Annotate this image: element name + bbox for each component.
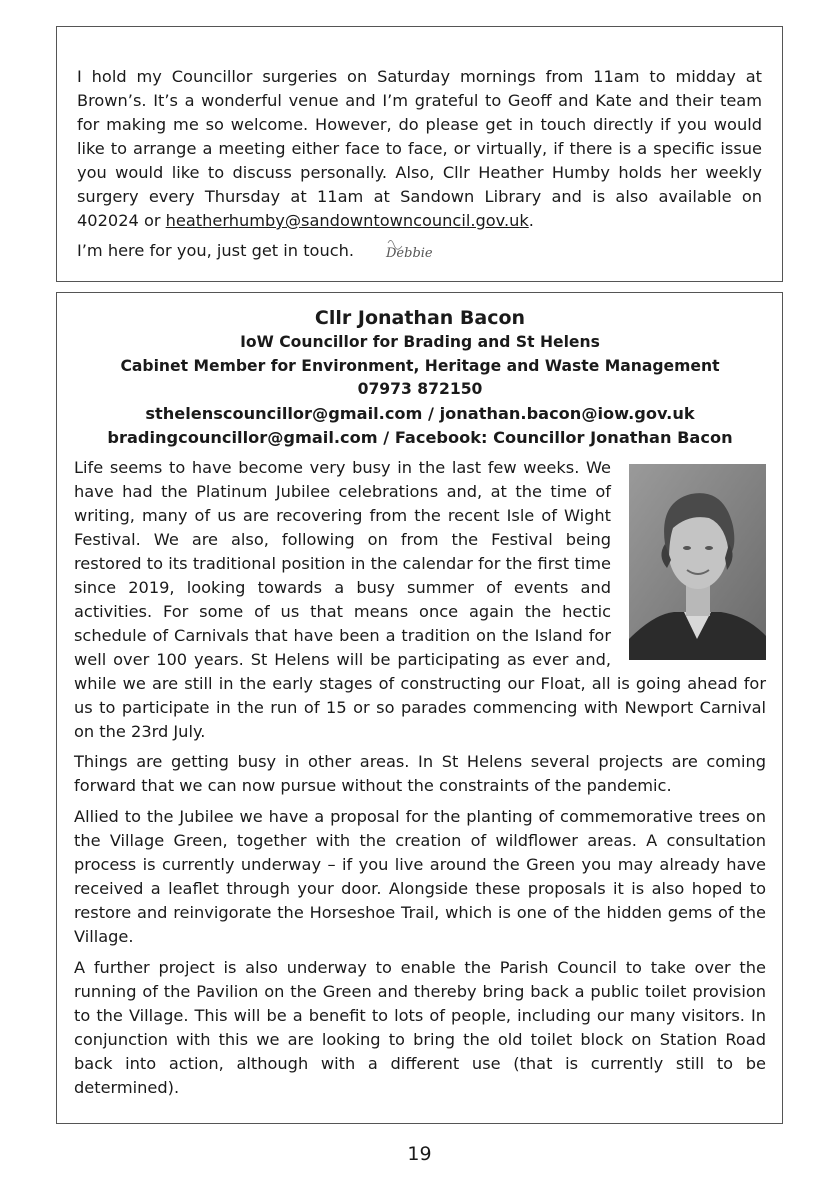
paragraph-2: Things are getting busy in other areas. In St Helens several projects are coming forward that we can now pursue without the constraints of the pandemic. — [74, 751, 766, 795]
svg-text:Debbie: Debbie — [386, 246, 433, 261]
intro-box — [56, 26, 783, 282]
paragraph-4: A further project is also underway to enable the Parish Council to take over the running of the Pavilion on the Green and thereby bring back a public toilet provision to the Village. This will be a benefit to lots of people, including our many visitors. In conjunction with this we are looking to bring the old toilet block on Station Road back into action, although with a different use (that is currently still to be determined). — [74, 957, 766, 1097]
councillor-name: Cllr Jonathan Bacon — [314, 307, 526, 329]
email-addresses: sthelenscouncillor@gmail.com / jonathan.bacon@iow.gov.uk — [145, 403, 695, 423]
councillor-box — [56, 292, 783, 1124]
email-link[interactable]: heatherhumby@sandowntowncouncil.gov.uk — [165, 211, 529, 230]
intro-paragraph — [77, 65, 762, 233]
contact-line: bradingcouncillor@gmail.com / Facebook: Councillor Jonathan Bacon — [107, 427, 733, 447]
closing-line — [77, 233, 762, 263]
paragraph-3: Allied to the Jubilee we have a proposal for the planting of commemorative trees on the Village Green, together with the creation of wildflower areas. A consultation process is currently underway – if you live around the Green you may already have received a leaflet through your door. Alongside these proposals it is also hoped to restore and reinvigorate the Horseshoe Trail, which is one of the hidden gems of the Village. — [74, 806, 766, 946]
closing-text: I’m here for you, just get in touch. — [77, 241, 355, 260]
page-number: 19 — [407, 1143, 432, 1165]
signature — [384, 233, 434, 263]
councillor-photo — [629, 464, 766, 660]
cabinet-role: Cabinet Member for Environment, Heritage and Waste Management — [120, 356, 720, 375]
paragraph-1: Life seems to have become very busy in the last few weeks. We have had the Platinum Jubilee celebrations and, at the time of writing, many of us are recovering from the recent Isle of Wight Festival. We are also, following on from the Festival being restored to its traditional position in the calendar for the first time since 2019, looking towards a busy summer of events and activities. For some of us that means once again the hectic schedule of Carnivals that have been a tradition on the Island for well over 100 years. St Helens will be participating as ever and, while we are still in the early stages of constructing our Float, all is going ahead for us to participate in the run of 15 or so parades commencing with Newport Carnival on the 23rd July. — [74, 457, 766, 741]
councillor-role: IoW Councillor for Brading and St Helens — [240, 333, 600, 351]
intro-text: I hold my Councillor surgeries on Saturday mornings from 11am to midday at Brown’s. It’s a wonderful venue and I’m grateful to Geoff and Kate and their team for making me so welcome. However, do please get in touch directly if you would like to arrange a meeting either face to face, or virtually, if there is a specific issue you would like to discuss personally. Also, Cllr Heather Humby holds her weekly surgery every Thursday at 11am at Sandown Library and is also available on 402024 or — [77, 67, 762, 230]
intro-text-end: . — [528, 211, 534, 230]
phone-number: 07973 872150 — [357, 380, 483, 398]
